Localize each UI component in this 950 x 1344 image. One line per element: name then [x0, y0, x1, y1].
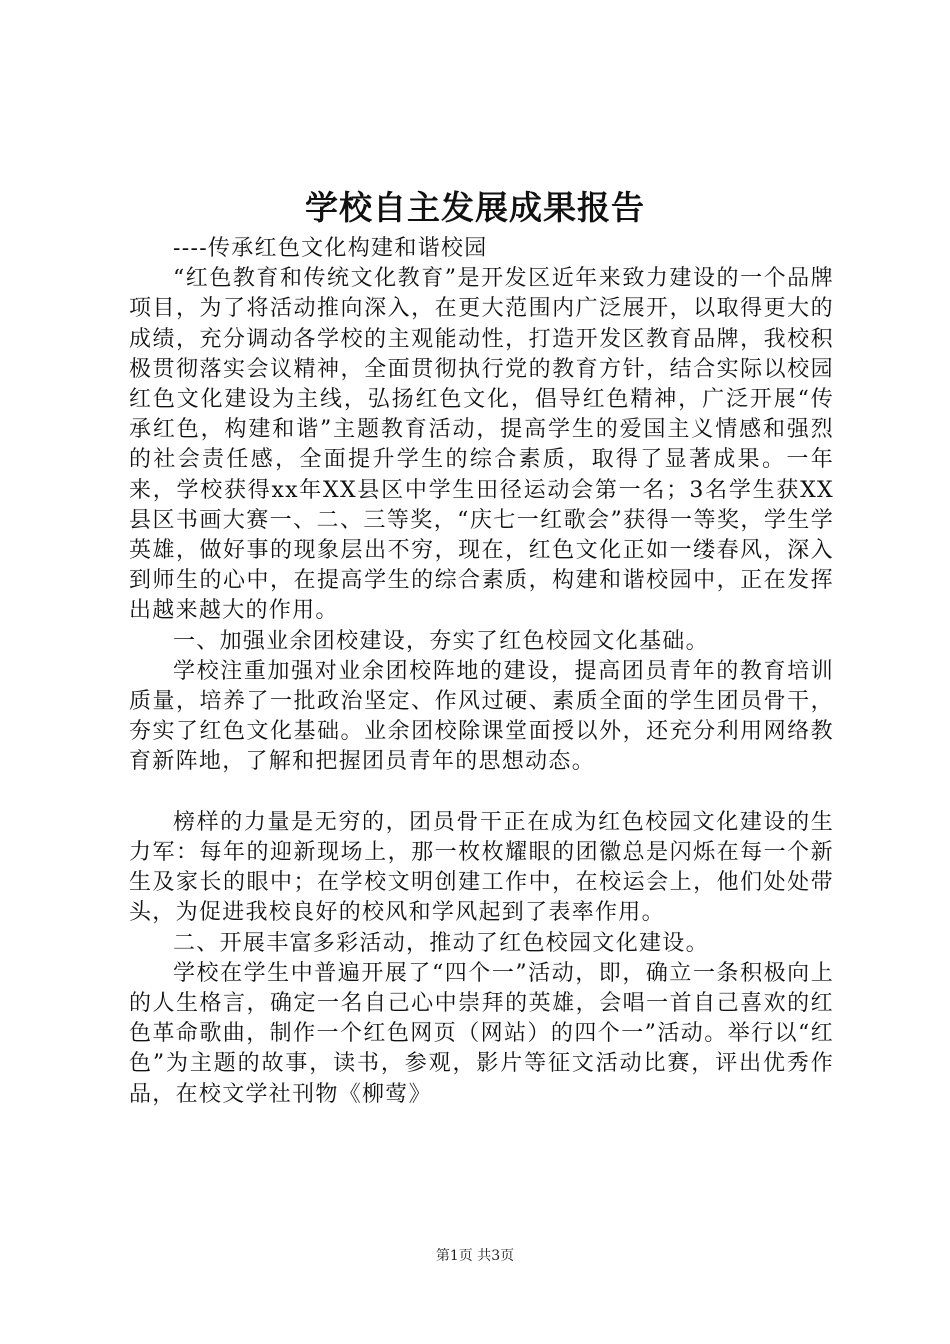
document-body [129, 234, 834, 1110]
blank-line [129, 778, 834, 808]
paragraph-section-2: 学校在学生中普遍开展了“四个一”活动，即，确立一条积极向上的人生格言，确定一名自己心中崇拜的英雄，会唱一首自己喜欢的红色革命歌曲，制作一个红色网页（网站）的四个一”活动。举行以“红色”为主题的故事，读书，参观，影片等征文活动比赛，评出优秀作品，在校文学社刊物《柳莺》 [129, 960, 834, 1107]
section-heading-1: 一、加强业余团校建设，夯实了红色校园文化基础。 [173, 628, 709, 654]
paragraph-section-1: 学校注重加强对业余团校阵地的建设，提高团员青年的教育培训质量，培养了一批政治坚定、作风过硬、素质全面的学生团员骨干，夯实了红色文化基础。业余团校除课堂面授以外，还充分利用网络教育新阵地，了解和把握团员青年的思想动态。 [129, 658, 834, 775]
paragraph-role-models: 榜样的力量是无穷的，团员骨干正在成为红色校园文化建设的生力军：每年的迎新现场上，那一枚枚耀眼的团徽总是闪烁在每一个新生及家长的眼中；在学校文明创建工作中，在校运会上，他们处处带头，为促进我校良好的校风和学风起到了表率作用。 [129, 809, 834, 926]
section-heading-2: 二、开展丰富多彩活动，推动了红色校园文化建设。 [173, 930, 709, 956]
page-footer: 第1页 共3页 [435, 1248, 515, 1264]
subtitle: ----传承红色文化构建和谐校园 [173, 236, 488, 261]
page-title: 学校自主发展成果报告 [305, 188, 645, 227]
paragraph-intro: “红色教育和传统文化教育”是开发区近年来致力建设的一个品牌项目，为了将活动推向深入，在更大范围内广泛展开，以取得更大的成绩，充分调动各学校的主观能动性，打造开发区教育品牌，我校积极贯彻落实会议精神，全面贯彻执行党的教育方针，结合实际以校园红色文化建设为主线，弘扬红色文化，倡导红色精神，广泛开展“传承红色，构建和谐”主题教育活动，提高学生的爱国主义情感和强烈的社会责任感，全面提升学生的综合素质，取得了显著成果。一年来，学校获得xx年XX县区中学生田径运动会第一名；3名学生获XX县区书画大赛一、二、三等奖，“庆七一红歌会”获得一等奖，学生学英雄，做好事的现象层出不穷，现在，红色文化正如一缕春风，深入到师生的心中，在提高学生的综合素质，构建和谐校园中，正在发挥出越来越大的作用。 [129, 266, 834, 624]
